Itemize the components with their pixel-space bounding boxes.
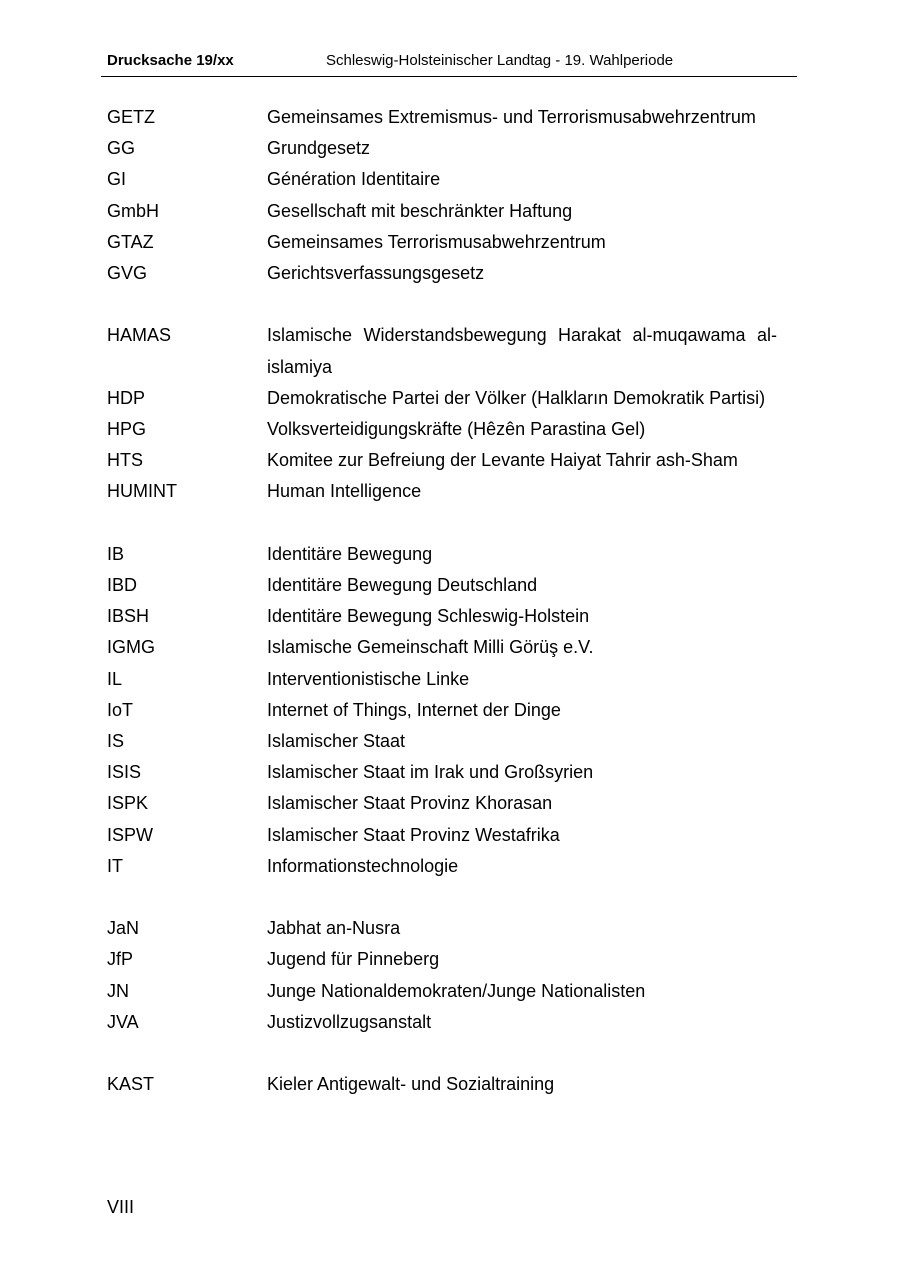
abbreviation-entry bbox=[107, 664, 777, 695]
abbreviation-definition: Identitäre Bewegung Deutschland bbox=[267, 575, 538, 596]
abbreviation-entry bbox=[107, 1069, 777, 1100]
abbreviation-definition: Génération Identitaire bbox=[267, 169, 441, 190]
abbreviation-definition: Kieler Antigewalt- und Sozialtraining bbox=[267, 1074, 555, 1095]
group-spacer bbox=[107, 1038, 777, 1069]
abbreviation-definition: Internet of Things, Internet der Dinge bbox=[267, 699, 561, 720]
abbreviation-term: ISPW bbox=[107, 824, 154, 845]
abbreviation-entry bbox=[107, 1007, 777, 1038]
abbreviation-term: GTAZ bbox=[107, 231, 154, 252]
abbreviation-entry bbox=[107, 820, 777, 851]
abbreviation-term: IoT bbox=[107, 699, 134, 720]
page-header bbox=[101, 50, 797, 77]
abbreviation-definition: Justizvollzugsanstalt bbox=[267, 1011, 432, 1032]
abbreviation-list bbox=[107, 102, 777, 1100]
abbreviation-definition: Islamischer Staat im Irak und Großsyrien bbox=[267, 762, 594, 783]
abbreviation-entry bbox=[107, 539, 777, 570]
abbreviation-term: GETZ bbox=[107, 107, 155, 127]
abbreviation-entry bbox=[107, 913, 777, 944]
abbreviation-term: JaN bbox=[107, 918, 140, 939]
abbreviation-term: GVG bbox=[107, 263, 148, 284]
abbreviation-definition: Jabhat an-Nusra bbox=[267, 918, 401, 939]
abbreviation-entry bbox=[107, 570, 777, 601]
abbreviation-term: JfP bbox=[107, 949, 134, 970]
abbreviation-definition: Identitäre Bewegung bbox=[267, 543, 433, 564]
abbreviation-entry bbox=[107, 320, 777, 382]
group-spacer bbox=[107, 508, 777, 539]
abbreviation-term: GI bbox=[107, 169, 127, 190]
abbreviation-entry bbox=[107, 445, 777, 476]
abbreviation-definition: Human Intelligence bbox=[267, 481, 422, 502]
abbreviation-term: IBD bbox=[107, 575, 138, 596]
abbreviation-term: IBSH bbox=[107, 606, 150, 627]
abbreviation-entry bbox=[107, 944, 777, 975]
abbreviation-entry bbox=[107, 476, 777, 507]
abbreviation-term: HDP bbox=[107, 387, 146, 408]
abbreviation-entry bbox=[107, 102, 777, 133]
header-title: Schleswig-Holsteinischer Landtag - 19. Wahlperiode bbox=[326, 52, 674, 69]
abbreviation-definition: Islamischer Staat Provinz Khorasan bbox=[267, 793, 553, 814]
abbreviation-definition: Interventionistische Linke bbox=[267, 668, 470, 689]
abbreviation-entry bbox=[107, 726, 777, 757]
abbreviation-definition: Gemeinsames Extremismus- und Terrorismusabwehrzentrum bbox=[267, 107, 756, 127]
abbreviation-definition: Islamische Gemeinschaft Milli Görüş e.V. bbox=[267, 637, 594, 658]
abbreviation-entry bbox=[107, 851, 777, 882]
abbreviation-definition: Gerichtsverfassungsgesetz bbox=[267, 263, 485, 284]
page-number: VIII bbox=[107, 1197, 135, 1217]
abbreviation-entry bbox=[107, 227, 777, 258]
abbreviation-definition: Jugend für Pinneberg bbox=[267, 949, 440, 970]
abbreviation-term: HUMINT bbox=[107, 481, 177, 502]
abbreviation-term: IGMG bbox=[107, 637, 155, 658]
abbreviation-term: IB bbox=[107, 543, 125, 564]
abbreviation-entry bbox=[107, 976, 777, 1007]
abbreviation-entry bbox=[107, 383, 777, 414]
abbreviation-definition: Identitäre Bewegung Schleswig-Holstein bbox=[267, 606, 590, 627]
abbreviation-entry bbox=[107, 695, 777, 726]
abbreviation-term: JVA bbox=[107, 1011, 139, 1032]
abbreviation-entry bbox=[107, 632, 777, 663]
abbreviation-definition: Gemeinsames Terrorismusabwehrzentrum bbox=[267, 231, 606, 252]
abbreviation-definition: Volksverteidigungskräfte (Hêzên Parastina Gel) bbox=[267, 419, 646, 440]
abbreviation-entry bbox=[107, 757, 777, 788]
abbreviation-definition: Junge Nationaldemokraten/Junge Nationalisten bbox=[267, 980, 646, 1001]
abbreviation-entry bbox=[107, 164, 777, 195]
abbreviation-entry bbox=[107, 196, 777, 227]
abbreviation-definition: Gesellschaft mit beschränkter Haftung bbox=[267, 200, 573, 221]
abbreviation-definition: Komitee zur Befreiung der Levante Haiyat Tahrir ash-Sham bbox=[267, 450, 738, 471]
document-number: Drucksache 19/xx bbox=[107, 52, 234, 69]
abbreviation-term: IT bbox=[107, 855, 123, 876]
abbreviation-term: HAMAS bbox=[107, 325, 172, 346]
abbreviation-definition: Islamischer Staat Provinz Westafrika bbox=[267, 824, 560, 845]
abbreviation-term: IL bbox=[107, 668, 123, 689]
abbreviation-term: GG bbox=[107, 138, 136, 159]
abbreviation-definition: Informationstechnologie bbox=[267, 855, 459, 876]
abbreviation-definition: Islamischer Staat bbox=[267, 731, 406, 752]
abbreviation-term: ISIS bbox=[107, 762, 142, 783]
abbreviation-entry bbox=[107, 414, 777, 445]
abbreviation-definition: Islamische Widerstandsbewegung Harakat al-muqawama al-islamiya bbox=[267, 325, 777, 377]
abbreviation-definition: Demokratische Partei der Völker (Halkların Demokratik Partisi) bbox=[267, 387, 766, 408]
abbreviation-entry bbox=[107, 258, 777, 289]
abbreviation-term: ISPK bbox=[107, 793, 149, 814]
abbreviation-term: GmbH bbox=[107, 200, 160, 221]
abbreviation-term: HPG bbox=[107, 419, 147, 440]
abbreviation-term: JN bbox=[107, 980, 129, 1001]
group-spacer bbox=[107, 882, 777, 913]
abbreviation-entry bbox=[107, 788, 777, 819]
abbreviation-term: IS bbox=[107, 731, 125, 752]
abbreviation-definition: Grundgesetz bbox=[267, 138, 371, 159]
abbreviation-term: HTS bbox=[107, 450, 143, 471]
abbreviation-entry bbox=[107, 601, 777, 632]
abbreviation-entry bbox=[107, 133, 777, 164]
group-spacer bbox=[107, 289, 777, 320]
abbreviation-term: KAST bbox=[107, 1074, 155, 1095]
